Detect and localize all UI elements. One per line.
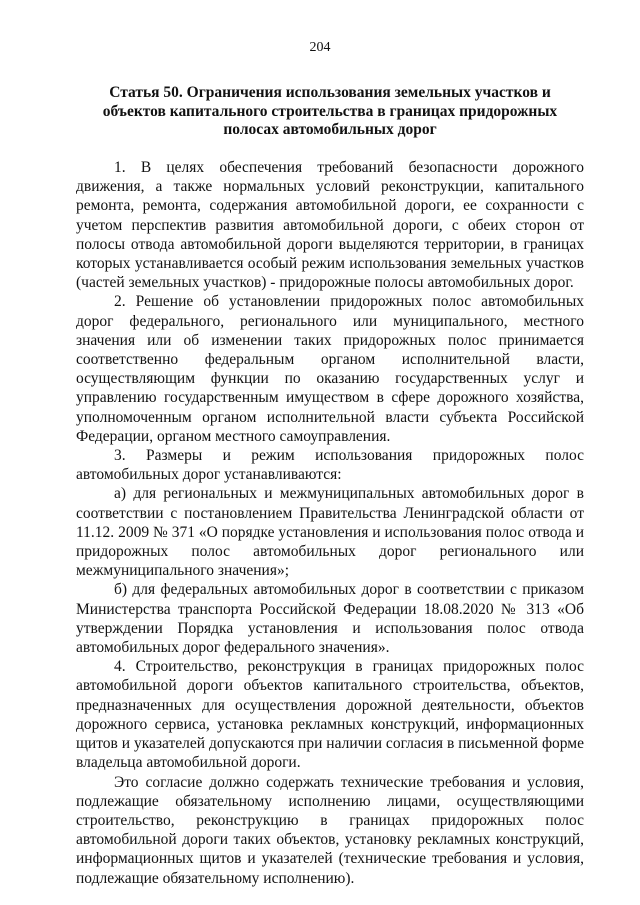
page-number: 204	[309, 40, 331, 55]
paragraph-3b: б) для федеральных автомобильных дорог в соответствии с приказом Министерства транспорта Российской Федерации 18.08.2020 № 313 «Об утверждении Порядка установления и использования полос отвода автомобильных дорог федерального значения».	[76, 581, 584, 657]
paragraph-1: 1. В целях обеспечения требований безопасности дорожного движения, а также нормальных условий реконструкции, капитального ремонта, ремонта, содержания автомобильной дороги, ее сохранности с учетом перспектив развития автомобильной дороги, с обеих сторон от полосы отвода автомобильной дороги выделяются территории, в границах которых устанавливается особый режим использования земельных участков (частей земельных участков) - придорожные полосы автомобильных дорог.	[76, 159, 584, 292]
paragraph-3: 3. Размеры и режим использования придорожных полос автомобильных дорог устанавливаются:	[76, 447, 584, 484]
article-heading: Статья 50. Ограничения использования земельных участков и объектов капитального строительства в границах придорожных полосах автомобильных дорог	[102, 84, 558, 138]
paragraph-2: 2. Решение об установлении придорожных полос автомобильных дорог федерального, регионального или муниципального, местного значения или об изменении таких придорожных полос принимается соответственно федеральным органом исполнительной власти, осуществляющим функции по оказанию государственных услуг и управлению государственным имуществом в сфере дорожного хозяйства, уполномоченным органом исполнительной власти субъекта Российской Федерации, органом местного самоуправления.	[76, 293, 584, 445]
paragraph-4: 4. Строительство, реконструкция в границах придорожных полос автомобильной дороги объектов капитального строительства, объектов, предназначенных для осуществления дорожной деятельности, объектов дорожного сервиса, установка рекламных конструкций, информационных щитов и указателей допускаются при наличии согласия в письменной форме владельца автомобильной дороги.	[76, 658, 584, 772]
paragraph-5: Это согласие должно содержать технические требования и условия, подлежащие обязательному исполнению лицами, осуществляющими строительство, реконструкцию в границах придорожных полос автомобильной дороги таких объектов, установку рекламных конструкций, информационных щитов и указателей (технические требования и условия, подлежащие обязательному исполнению).	[76, 773, 584, 887]
paragraph-3a: а) для региональных и межмуниципальных автомобильных дорог в соответствии с постановлением Правительства Ленинградской области от 11.12. 2009 № 371 «О порядке установления и использования полос отвода и придорожных полос автомобильных дорог регионального или межмуниципального значения»;	[76, 485, 584, 580]
article-body	[76, 158, 584, 888]
